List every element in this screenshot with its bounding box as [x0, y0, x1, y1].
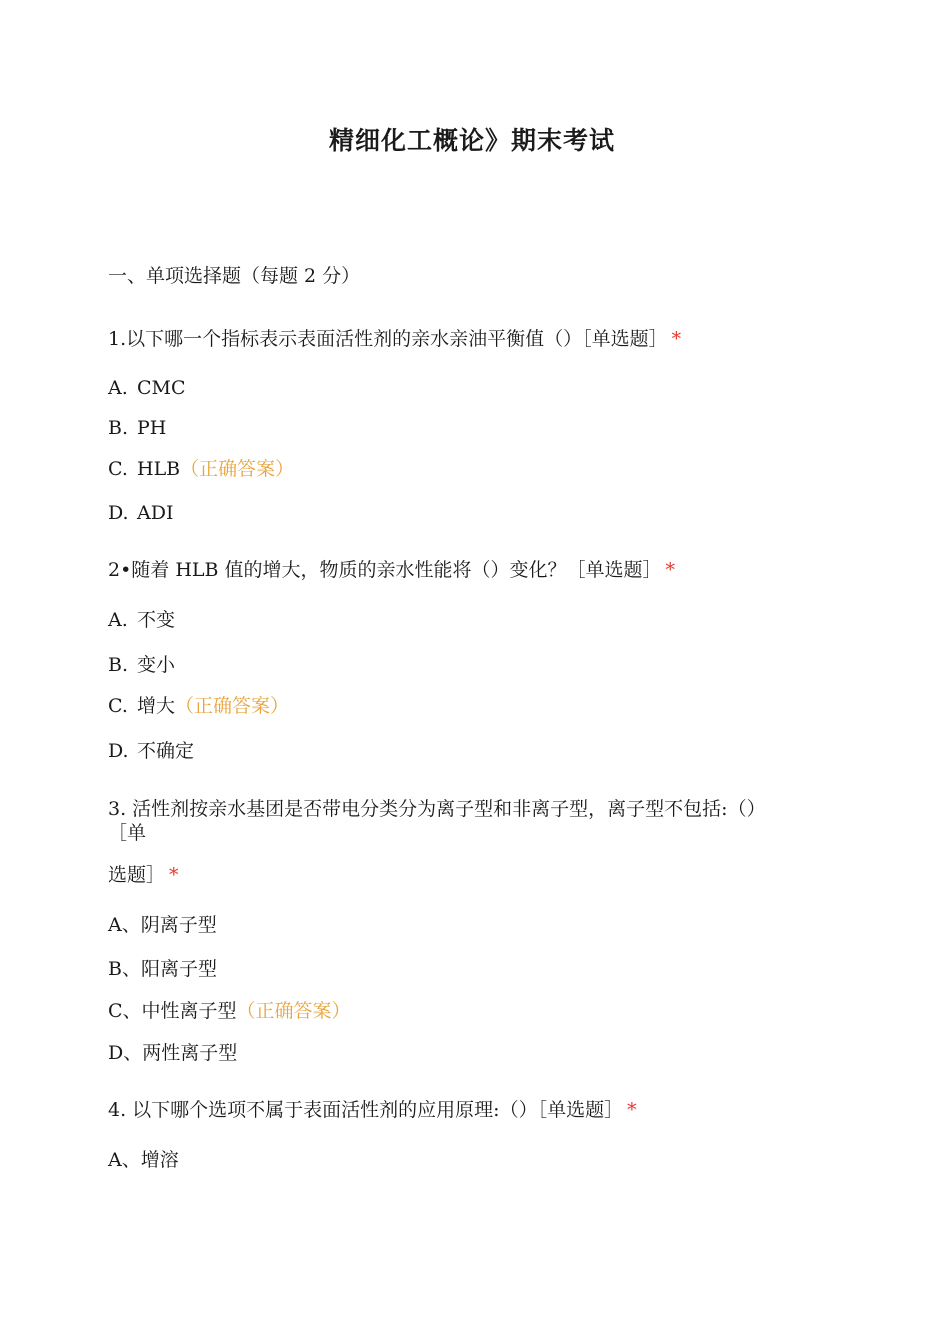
q1-option-c[interactable] [108, 455, 294, 483]
option-text: HLB [137, 458, 181, 480]
q3-option-b[interactable]: B、阳离子型 [108, 958, 217, 980]
q3-option-a[interactable]: A、阴离子型 [108, 914, 217, 936]
q2-option-a[interactable] [108, 606, 175, 634]
q4-option-a[interactable]: A、增溶 [108, 1149, 179, 1171]
option-text: CMC [137, 377, 186, 399]
required-mark: * [169, 864, 179, 886]
correct-answer-label: （正确答案） [236, 1000, 351, 1022]
q2-option-b[interactable] [108, 651, 175, 679]
option-text: ADI [137, 502, 174, 524]
option-text: C、中性离子型 [108, 1000, 237, 1022]
question-2-text: 2•随着 HLB 值的增大，物质的亲水性能将（）变化？［单选题］ [108, 559, 662, 581]
question-3-line-3 [108, 861, 179, 889]
q3-option-c[interactable] [108, 997, 351, 1025]
required-mark: * [665, 559, 676, 581]
page-title: 精细化工概论》期末考试 [328, 126, 615, 155]
option-letter: C. [108, 458, 128, 480]
option-letter: A. [108, 377, 128, 399]
option-text: 增大 [137, 695, 176, 717]
correct-answer-label: （正确答案） [180, 458, 295, 480]
required-mark: * [627, 1099, 637, 1121]
option-letter: D. [108, 502, 129, 524]
q1-option-d[interactable] [108, 499, 173, 527]
question-3-text-end: 选题］ [108, 864, 166, 886]
option-letter: B. [108, 417, 129, 439]
option-letter: B. [108, 654, 129, 676]
q3-option-d[interactable]: D、两性离子型 [108, 1042, 238, 1064]
q2-option-c[interactable] [108, 692, 289, 720]
option-letter: A. [108, 609, 128, 631]
question-2 [108, 556, 675, 584]
question-3-line-2: ［单 [108, 822, 147, 844]
option-text: 变小 [137, 654, 176, 676]
question-1 [108, 325, 681, 353]
question-1-text: 1.以下哪一个指标表示表面活性剂的亲水亲油平衡值（）［单选题］ [108, 328, 668, 350]
q1-option-a[interactable] [108, 374, 186, 402]
option-letter: D. [108, 740, 129, 762]
option-text: 不确定 [137, 740, 195, 762]
option-text: PH [137, 417, 167, 439]
question-3-line-1: 3. 活性剂按亲水基团是否带电分类分为离子型和非离子型，离子型不包括:（） [108, 798, 766, 820]
correct-answer-label: （正确答案） [175, 695, 290, 717]
q1-option-b[interactable] [108, 414, 166, 442]
question-4 [108, 1096, 637, 1124]
section-heading: 一、单项选择题（每题 2 分） [108, 265, 361, 287]
option-text: 不变 [137, 609, 176, 631]
question-4-text: 4. 以下哪个选项不属于表面活性剂的应用原理:（）［单选题］ [108, 1099, 624, 1121]
option-letter: C. [108, 695, 128, 717]
q2-option-d[interactable] [108, 737, 194, 765]
required-mark: * [671, 328, 682, 350]
